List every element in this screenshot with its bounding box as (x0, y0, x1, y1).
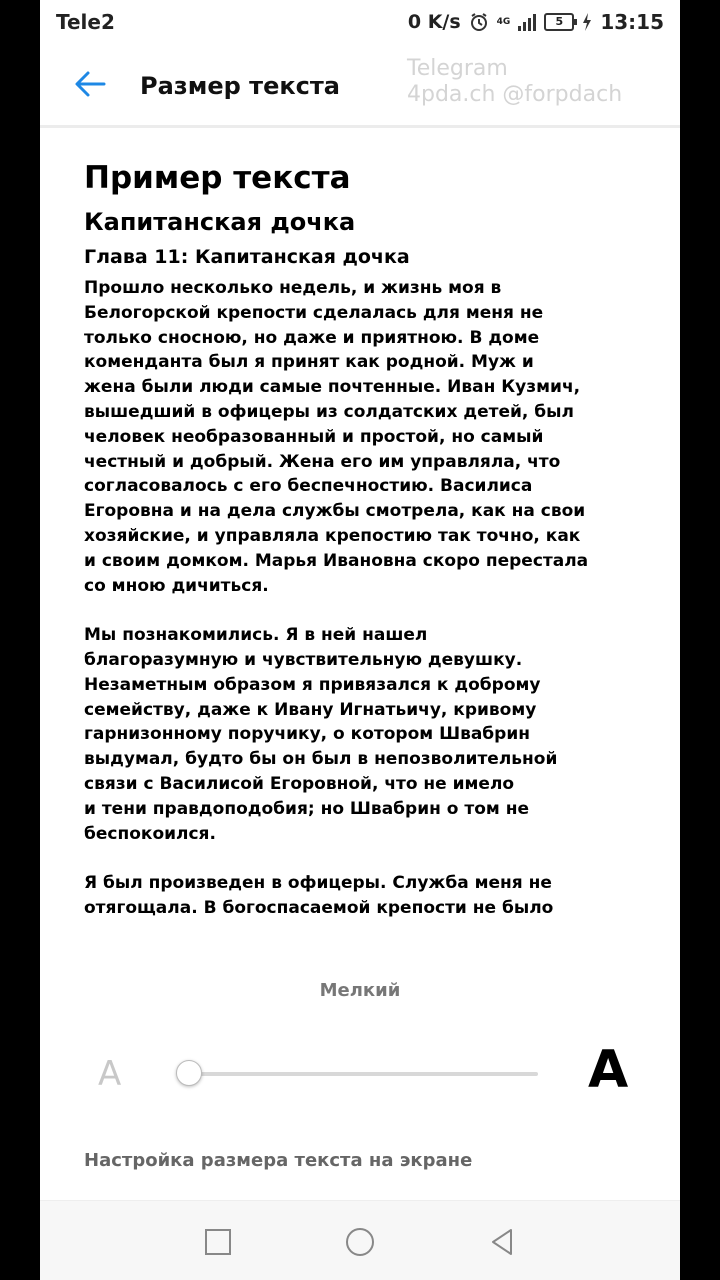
back-triangle-icon[interactable] (487, 1227, 517, 1257)
battery-icon (544, 13, 574, 31)
status-indicators (408, 10, 664, 34)
paragraph: Я был произведен в офицеры. Служба меня не отягощала. В богоспасаемой крепости не было (84, 873, 554, 918)
carrier-label: Tele2 (56, 10, 115, 34)
status-bar (40, 0, 680, 44)
arrow-left-icon[interactable] (70, 64, 110, 104)
recents-square-icon[interactable] (203, 1227, 233, 1257)
paragraph: Мы познакомились. Я в ней нашел благоразумную и чувствительную девушку. Незаметным образом я привязался к доброму семейству, даже к Ивану Игнатьичу, кривому гарнизонному поручику, о котором Швабрин выдумал, будто бы он был в непозволительной связи с Василисой Егоровной, что не имело и тени правдоподобия; но Швабрин о том не беспокоился. (84, 625, 558, 844)
watermark (407, 56, 622, 108)
chapter-title: Глава 11: Капитанская дочка (84, 246, 410, 268)
charging-icon (582, 13, 592, 31)
alarm-icon (469, 12, 489, 32)
network-type: 4G (496, 16, 511, 27)
text-size-slider-track[interactable] (188, 1072, 538, 1076)
slider-thumb[interactable] (176, 1060, 202, 1086)
text-size-slider-row (40, 1040, 680, 1110)
text-preview (84, 160, 644, 923)
battery-level: 5 (555, 15, 564, 28)
book-title: Капитанская дочка (84, 208, 356, 236)
app-bar (40, 44, 680, 128)
text-size-label: Мелкий (319, 980, 401, 1001)
signal-icon (518, 13, 536, 31)
preview-heading: Пример текста (84, 160, 351, 196)
system-nav-bar (40, 1200, 680, 1280)
large-text-sample: A (588, 1040, 629, 1100)
net-speed: 0 K/s (407, 11, 461, 33)
page-title: Размер текста (140, 72, 340, 100)
footer-hint: Настройка размера текста на экране (84, 1150, 473, 1171)
clock: 13:15 (600, 10, 664, 34)
screen (40, 0, 680, 1280)
watermark-line-2: 4pda.ch @forpdach (407, 82, 623, 107)
paragraph: Прошло несколько недель, и жизнь моя в Белогорской крепости сделалась для меня не только сносною, но даже и приятною. В доме коменданта был я принят как родной. Муж и жена были люди самые почтенные. Иван Кузмич, вышедший в офицеры из солдатских детей, был человек необразованный и простой, но самый честный и добрый. Жена его им управляла, что согласовалось с его беспечностию. Василиса Егоровна и на дела службы смотрела, как на свои хозяйские, и управляла крепостию так точно, как и своим домком. Марья Ивановна скоро перестала со мною дичиться. (84, 278, 589, 596)
small-text-sample: A (98, 1054, 122, 1094)
home-circle-icon[interactable] (345, 1227, 375, 1257)
watermark-line-1: Telegram (407, 56, 508, 81)
